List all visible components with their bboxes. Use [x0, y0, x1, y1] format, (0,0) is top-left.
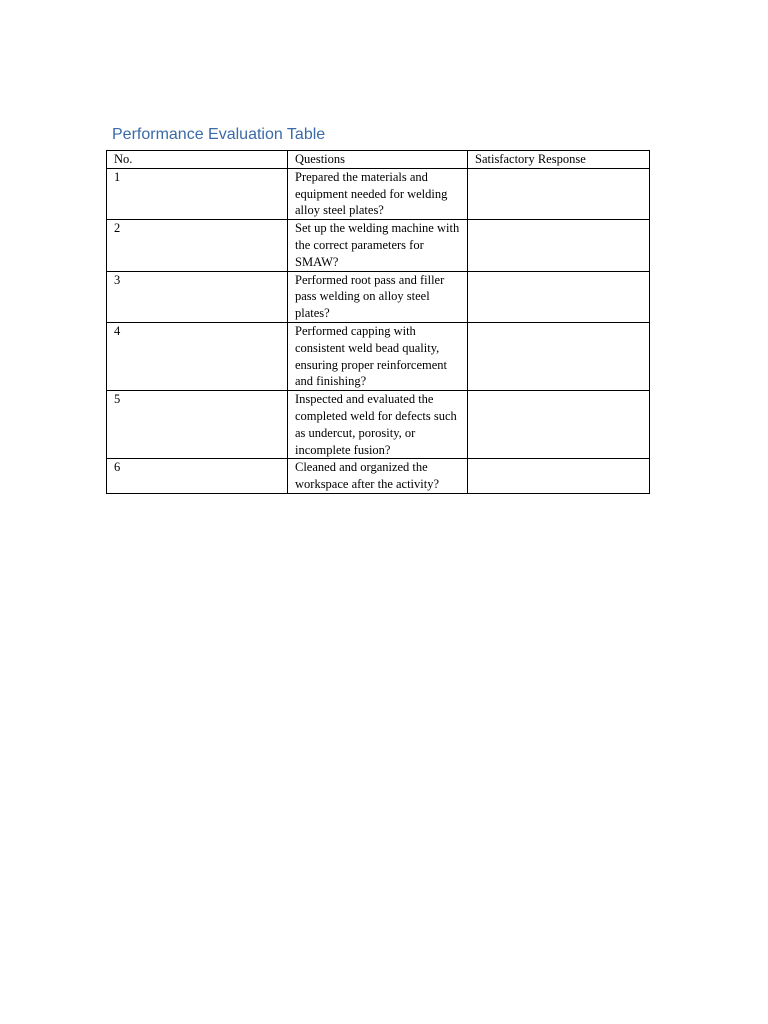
performance-evaluation-table — [106, 150, 650, 494]
row-response-cell[interactable] — [468, 168, 650, 219]
row-response-cell[interactable] — [468, 322, 650, 390]
row-number: 3 — [107, 271, 288, 322]
table-row — [107, 168, 650, 219]
row-question: Inspected and evaluated the completed weld for defects such as undercut, porosity, or incomplete fusion? — [288, 391, 468, 459]
row-question: Performed root pass and filler pass welding on alloy steel plates? — [288, 271, 468, 322]
table-row — [107, 459, 650, 494]
row-response-cell[interactable] — [468, 391, 650, 459]
header-no: No. — [107, 151, 288, 169]
row-number: 6 — [107, 459, 288, 494]
page-title: Performance Evaluation Table — [112, 126, 326, 143]
row-number: 5 — [107, 391, 288, 459]
table-header-row — [107, 151, 650, 169]
row-number: 2 — [107, 220, 288, 271]
row-response-cell[interactable] — [468, 220, 650, 271]
row-question: Performed capping with consistent weld bead quality, ensuring proper reinforcement and finishing? — [288, 322, 468, 390]
table-row — [107, 220, 650, 271]
header-satisfactory-response: Satisfactory Response — [468, 151, 650, 169]
row-question: Set up the welding machine with the correct parameters for SMAW? — [288, 220, 468, 271]
row-response-cell[interactable] — [468, 459, 650, 494]
row-response-cell[interactable] — [468, 271, 650, 322]
table-row — [107, 391, 650, 459]
table-row — [107, 271, 650, 322]
row-question: Cleaned and organized the workspace after the activity? — [288, 459, 468, 494]
header-questions: Questions — [288, 151, 468, 169]
row-number: 4 — [107, 322, 288, 390]
row-question: Prepared the materials and equipment needed for welding alloy steel plates? — [288, 168, 468, 219]
row-number: 1 — [107, 168, 288, 219]
table-row — [107, 322, 650, 390]
